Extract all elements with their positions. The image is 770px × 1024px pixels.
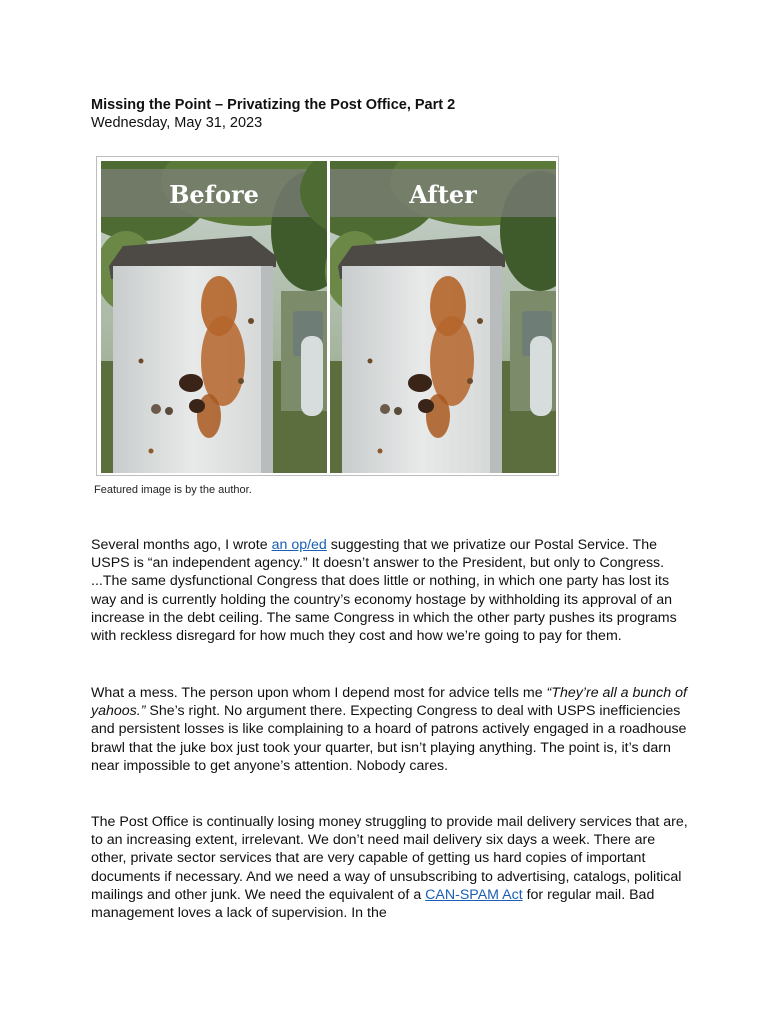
paragraph-2-text-a: What a mess. The person upon whom I depend most for advice tells me — [91, 685, 547, 701]
before-label: Before — [169, 180, 259, 209]
after-panel — [300, 161, 556, 473]
after-label: After — [409, 180, 477, 209]
paragraph-1-text-a: Several months ago, I wrote — [91, 537, 272, 553]
paragraph-3-text-a: The Post Office is continually losing money struggling to provide mail delivery services that are, to an increasing extent, irrelevant. We don’t need mail delivery six days a week. There are other, private sector services that are very capable of getting us hard copies of important documents if necessary. And we need a way of unsubscribing to advertising, catalogs, political mailings and other junk. We need the equivalent of a — [91, 814, 688, 903]
featured-image — [96, 156, 559, 476]
can-spam-act-link[interactable]: CAN-SPAM Act — [425, 886, 523, 903]
paragraph-3 — [91, 813, 691, 922]
yahoos-quote: “They’re all a bunch of yahoos.” — [91, 685, 687, 720]
paragraph-2-text-b: She’s right. No argument there. Expecting Congress to deal with USPS inefficiencies and persistent losses is like complaining to a hoard of patrons actively engaged in a roadhouse brawl that the juke box just took your quarter, but isn’t playing anything. The point is, it’s darn near impossible to get anyone’s attention. Nobody cares. — [91, 703, 687, 774]
article-title: Missing the Point – Privatizing the Post Office, Part 2 — [91, 97, 456, 113]
image-caption: Featured image is by the author. — [94, 484, 252, 496]
paragraph-1-text-b: suggesting that we privatize our Postal Service. The USPS is “an independent agency.” It doesn’t answer to the President, but only to Congress. ...The same dysfunctional Congress that does little or nothing, in which one party has lost its way and is currently holding the country’s economy hostage by withholding its approval of an increase in the debt ceiling. The same Congress in which the other party pushes its programs with reckless disregard for how much they cost and how we’re going to pay for them. — [91, 537, 677, 645]
op-ed-link[interactable]: an op/ed — [271, 537, 327, 553]
paragraph-2 — [91, 684, 691, 775]
paragraph-1 — [91, 536, 691, 645]
paragraph-3-text-b: for regular mail. Bad management loves a lack of supervision. In the — [91, 886, 655, 922]
before-after-photo — [101, 161, 556, 473]
article-date: Wednesday, May 31, 2023 — [91, 115, 263, 131]
